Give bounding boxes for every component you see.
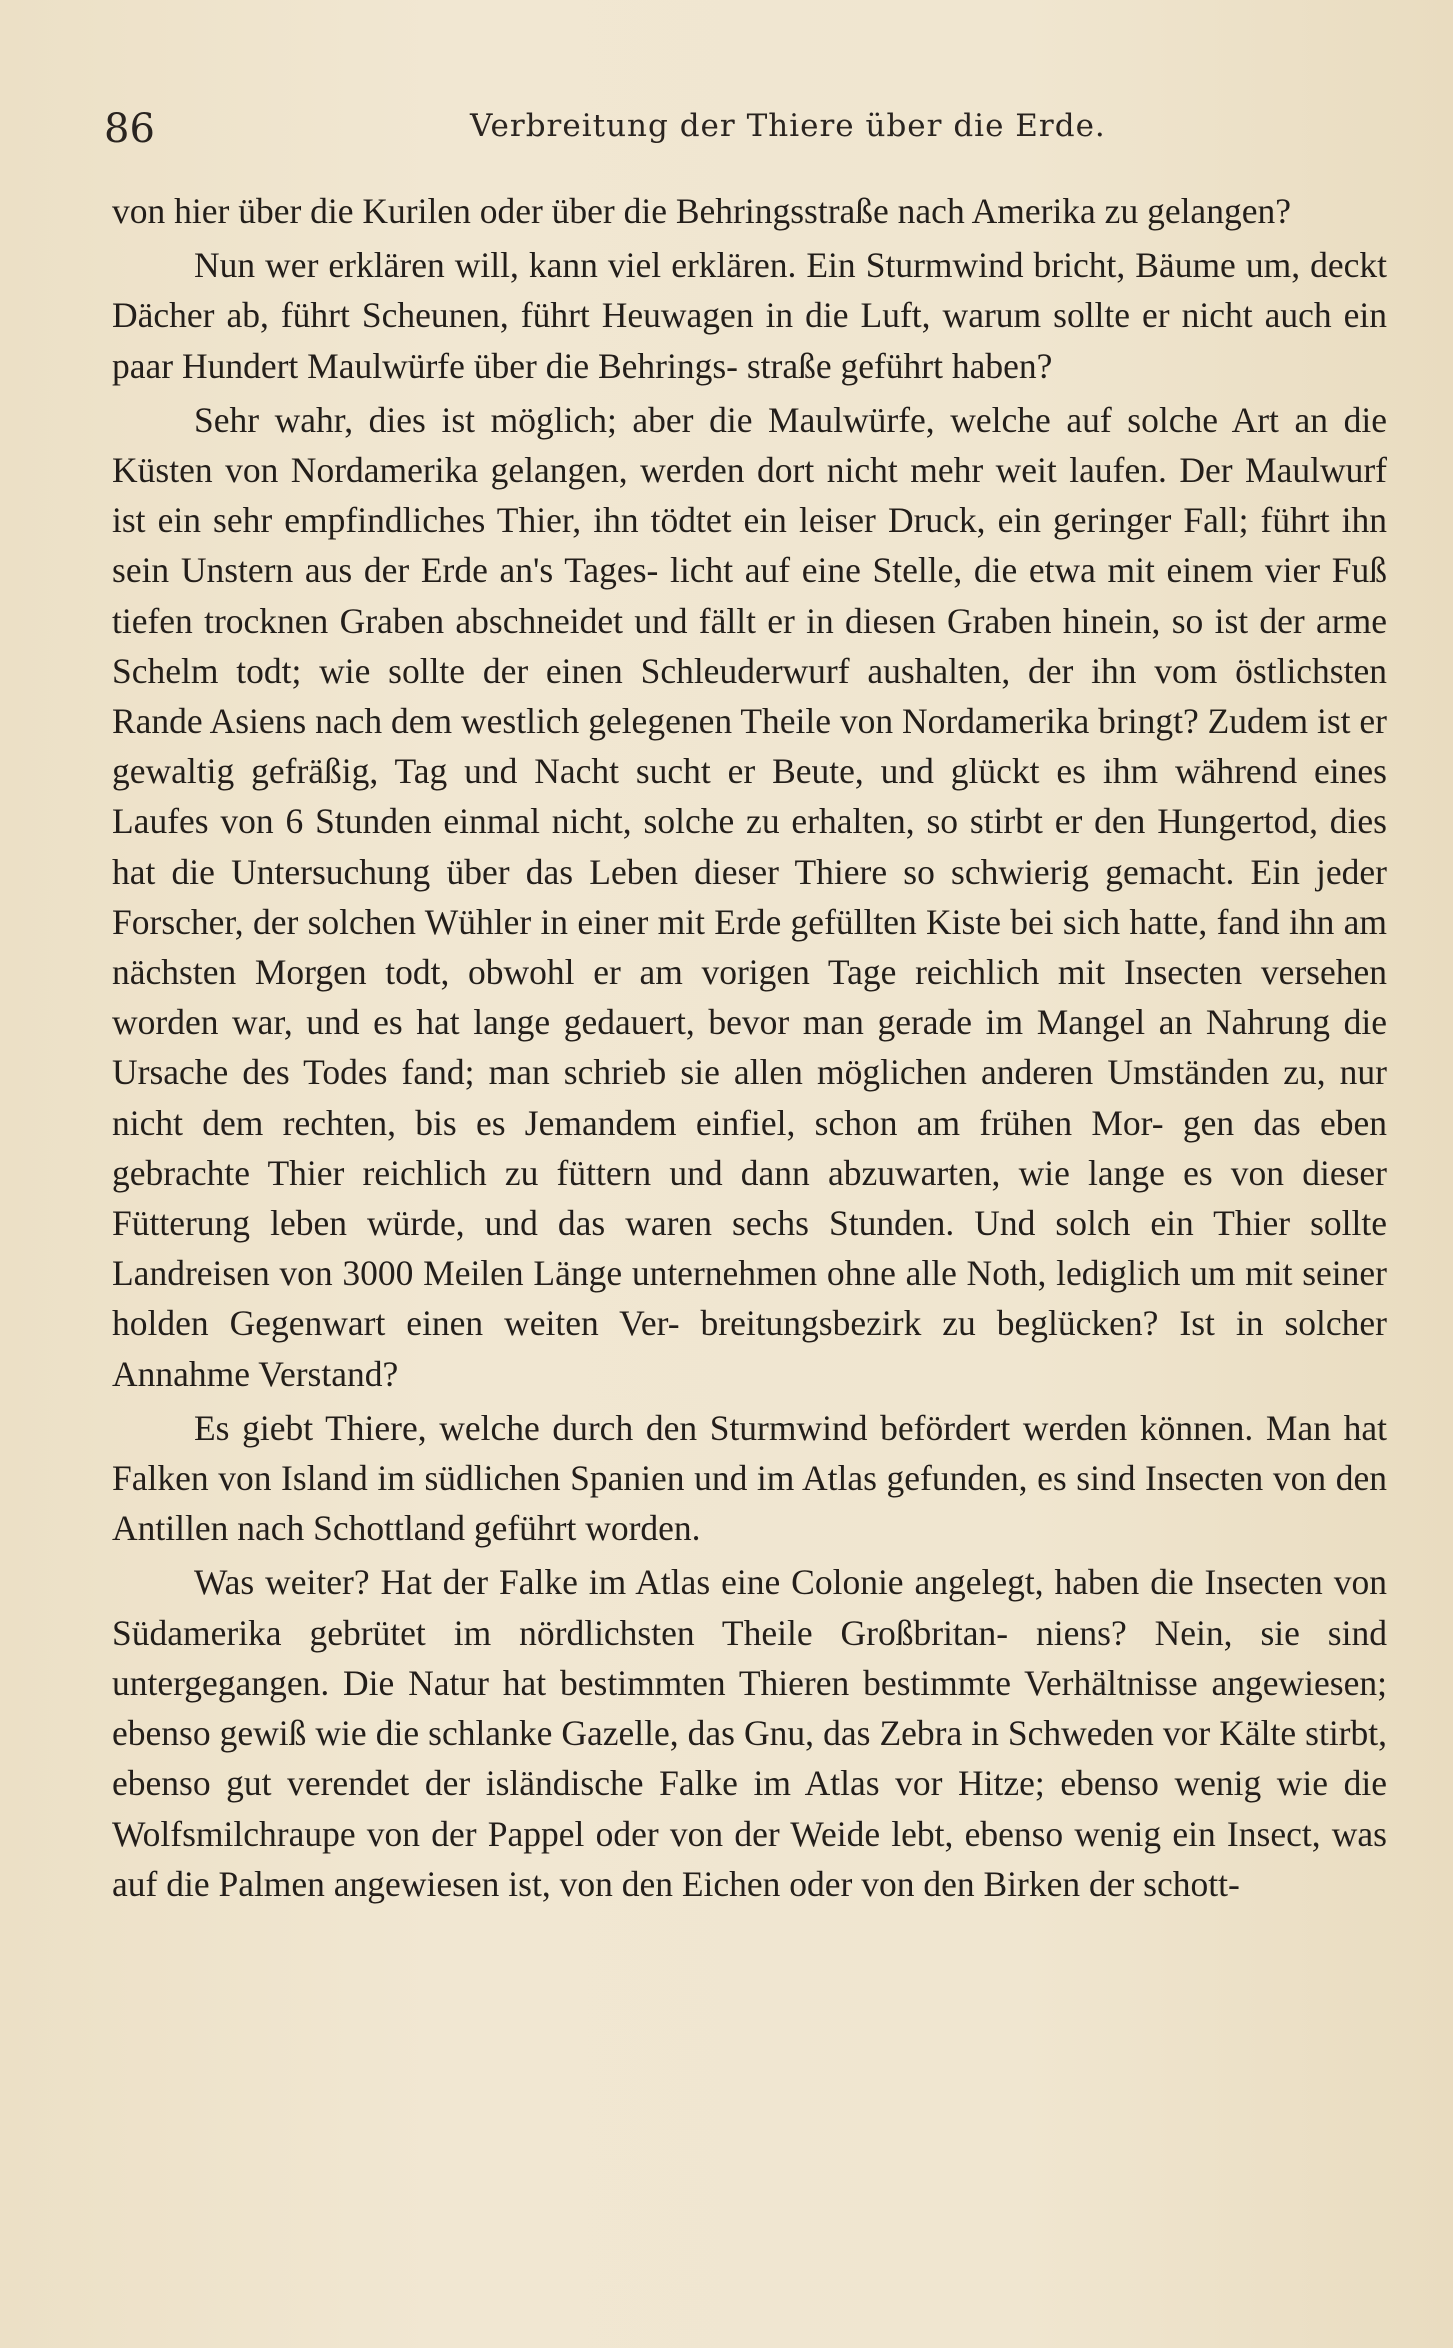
paragraph: von hier über die Kurilen oder über die Behringsstraße nach Amerika zu gelangen? [112,191,1291,231]
paragraph: Nun wer erklären will, kann viel erklären. Ein Sturmwind bricht, Bäume um, deckt Dächer ab, führt Scheunen, führt Heuwagen in die Luft, warum sollte er nicht auch ein paar Hundert Maulwürfe über die Behrings- straße geführt haben? [112,245,1387,386]
page-header [100,100,1390,160]
page-number: 86 [104,106,155,152]
body-text [112,186,1387,1913]
paragraph: Es giebt Thiere, welche durch den Sturmwind befördert werden können. Man hat Falken von Island im südlichen Spanien und im Atlas gefunden, es sind Insecten von den Antillen nach Schottland geführt worden. [112,1407,1387,1549]
paragraph: Sehr wahr, dies ist möglich; aber die Maulwürfe, welche auf solche Art an die Küsten von Nordamerika gelangen, werden dort nicht mehr weit laufen. Der Maulwurf ist ein sehr empfindliches Thier, ihn tödtet ein leiser Druck, ein geringer Fall; führt ihn sein Unstern aus der Erde an's Tages- licht auf eine Stelle, die etwa mit einem vier Fuß tiefen trocknen Graben abschneidet und fällt er in diesen Graben hinein, so ist der arme Schelm todt; wie sollte der einen Schleuderwurf aushalten, der ihn vom östlichsten Rande Asiens nach dem westlich gelegenen Theile von Nordamerika bringt? Zudem ist er gewaltig gefräßig, Tag und Nacht sucht er Beute, und glückt es ihm während eines Laufes von 6 Stunden einmal nicht, solche zu erhalten, so stirbt er den Hungertod, dies hat die Untersuchung über das Leben dieser Thiere so schwierig gemacht. Ein jeder Forscher, der solchen Wühler in einer mit Erde gefüllten Kiste bei sich hatte, fand ihn am nächsten Morgen todt, obwohl er am vorigen Tage reichlich mit Insecten versehen worden war, und es hat lange gedauert, bevor man gerade im Mangel an Nahrung die Ursache des Todes fand; man schrieb sie allen möglichen anderen Umständen zu, nur nicht dem rechten, bis es Jemandem einfiel, schon am frühen Mor- gen das eben gebrachte Thier reichlich zu füttern und dann abzuwarten, wie lange es von dieser Fütterung leben würde, und das waren sechs Stunden. Und solch ein Thier sollte Landreisen von 3000 Meilen Länge unternehmen ohne alle Noth, lediglich um mit seiner holden Gegenwart einen weiten Ver- breitungsbezirk zu beglücken? Ist in solcher Annahme Verstand? [112,399,1387,1394]
running-head: Verbreitung der Thiere über die Erde. [470,108,1106,144]
paragraph: Was weiter? Hat der Falke im Atlas eine Colonie angelegt, haben die Insecten von Südamerika gebrütet im nördlichsten Theile Großbritan- niens? Nein, sie sind untergegangen. Die Natur hat bestimmten Thieren bestimmte Verhältnisse angewiesen; ebenso gewiß wie die schlanke Gazelle, das Gnu, das Zebra in Schweden vor Kälte stirbt, ebenso gut verendet der isländische Falke im Atlas vor Hitze; ebenso wenig wie die Wolfsmilchraupe von der Pappel oder von der Weide lebt, ebenso wenig ein Insect, was auf die Palmen angewiesen ist, von den Eichen oder von den Birken der schott- [112,1562,1387,1904]
